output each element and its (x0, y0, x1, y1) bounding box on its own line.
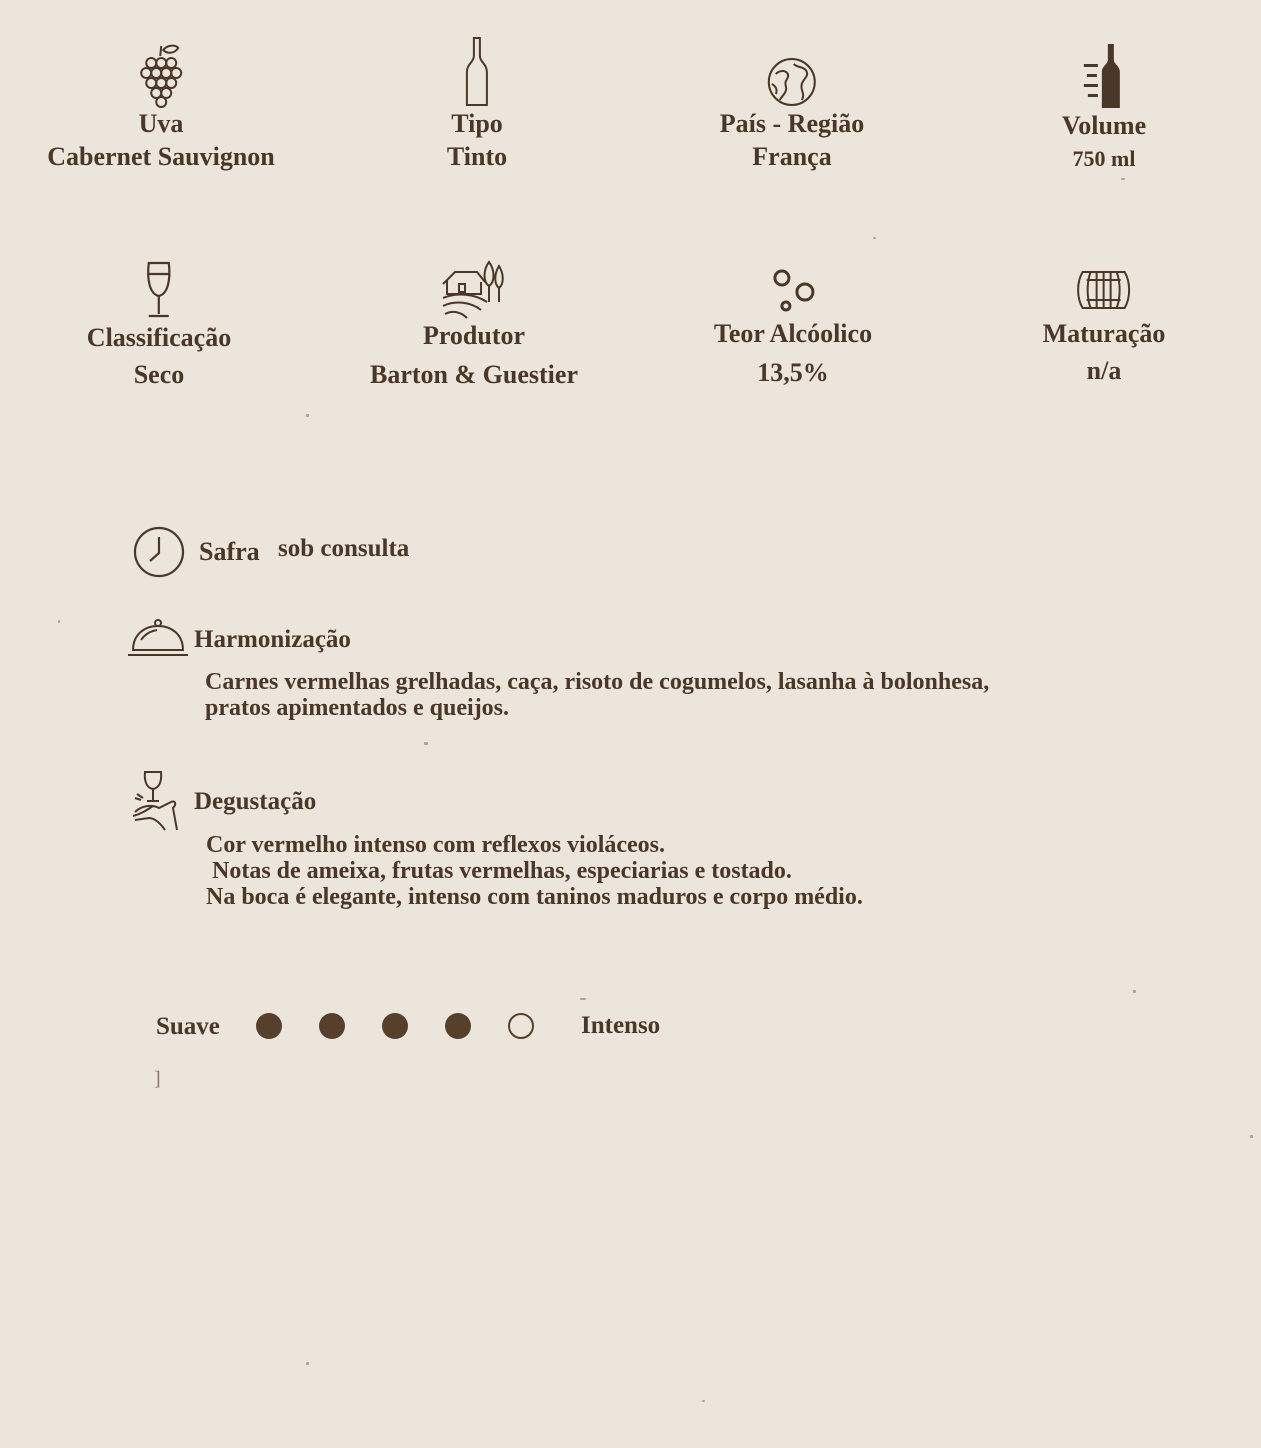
cloche-icon (127, 618, 189, 658)
spec-volume (1062, 42, 1146, 176)
clock-icon (132, 525, 186, 579)
degustacao-title: Degustação (194, 788, 317, 815)
degustacao-line: Cor vermelho intenso com reflexos violáceos. (206, 832, 666, 858)
paper-speck (1250, 1135, 1253, 1138)
paper-speck (58, 620, 60, 623)
spec-value: Seco (133, 360, 185, 389)
spec-value: Barton & Guestier (370, 360, 578, 389)
winery-icon (441, 258, 507, 320)
spec-value: Tinto (446, 142, 508, 171)
paper-speck (702, 1400, 705, 1402)
intensity-min-label: Suave (156, 1013, 220, 1040)
intensity-dot-full (445, 1013, 471, 1039)
spec-label: País - Região (719, 109, 865, 138)
spec-grape (47, 42, 275, 174)
paper-speck (873, 237, 876, 239)
stray-mark: ] (154, 1068, 161, 1090)
intensity-max-label: Intenso (581, 1012, 661, 1039)
intensity-dot-full (256, 1013, 282, 1039)
spec-value: França (752, 142, 832, 171)
bottle-outline-icon (464, 36, 490, 108)
spec-country (720, 56, 864, 174)
spec-value: 13,5% (757, 358, 829, 387)
paper-speck (1133, 990, 1136, 993)
intensity-dot-full (319, 1013, 345, 1039)
spec-classification (87, 260, 231, 394)
spec-producer (370, 258, 578, 398)
harmonizacao-line: pratos apimentados e queijos. (205, 695, 510, 721)
spec-value: 750 ml (1072, 146, 1136, 171)
spec-label: Tipo (451, 109, 503, 138)
globe-icon (766, 56, 818, 108)
spec-label: Uva (138, 109, 184, 138)
paper-speck (306, 1362, 309, 1365)
barrel-icon (1075, 268, 1133, 312)
spec-label: Maturação (1042, 319, 1166, 348)
spec-label: Produtor (422, 321, 526, 350)
grapes-icon (138, 42, 184, 108)
spec-maturation (1043, 268, 1166, 386)
spec-value: n/a (1086, 356, 1122, 385)
tasting-hand-icon (131, 768, 181, 834)
bubbles-icon (770, 266, 816, 314)
harmonizacao-line: Carnes vermelhas grelhadas, caça, risoto de cogumelos, lasanha à bolonhesa, (205, 669, 990, 695)
spec-value: Cabernet Sauvignon (47, 142, 275, 171)
intensity-dot-full (382, 1013, 408, 1039)
safra-label: Safra (199, 537, 260, 566)
wine-glass-icon (144, 260, 174, 320)
spec-label: Teor Alcóolico (713, 319, 873, 348)
intensity-dot-empty (508, 1013, 534, 1039)
harmonizacao-title: Harmonização (194, 626, 351, 653)
degustacao-line: Na boca é elegante, intenso com taninos maduros e corpo médio. (206, 884, 863, 910)
paper-speck (424, 742, 428, 745)
spec-type (447, 36, 507, 174)
spec-label: Volume (1061, 111, 1147, 140)
intensity-dots (256, 1013, 546, 1041)
paper-speck (1121, 178, 1125, 180)
bottle-volume-icon (1082, 42, 1126, 110)
spec-label: Classificação (86, 323, 232, 352)
safra-value: sob consulta (278, 535, 410, 562)
paper-speck (580, 998, 586, 1000)
degustacao-line: Notas de ameixa, frutas vermelhas, especiarias e tostado. (206, 858, 792, 884)
spec-alcohol (714, 266, 872, 392)
paper-speck (306, 414, 309, 417)
